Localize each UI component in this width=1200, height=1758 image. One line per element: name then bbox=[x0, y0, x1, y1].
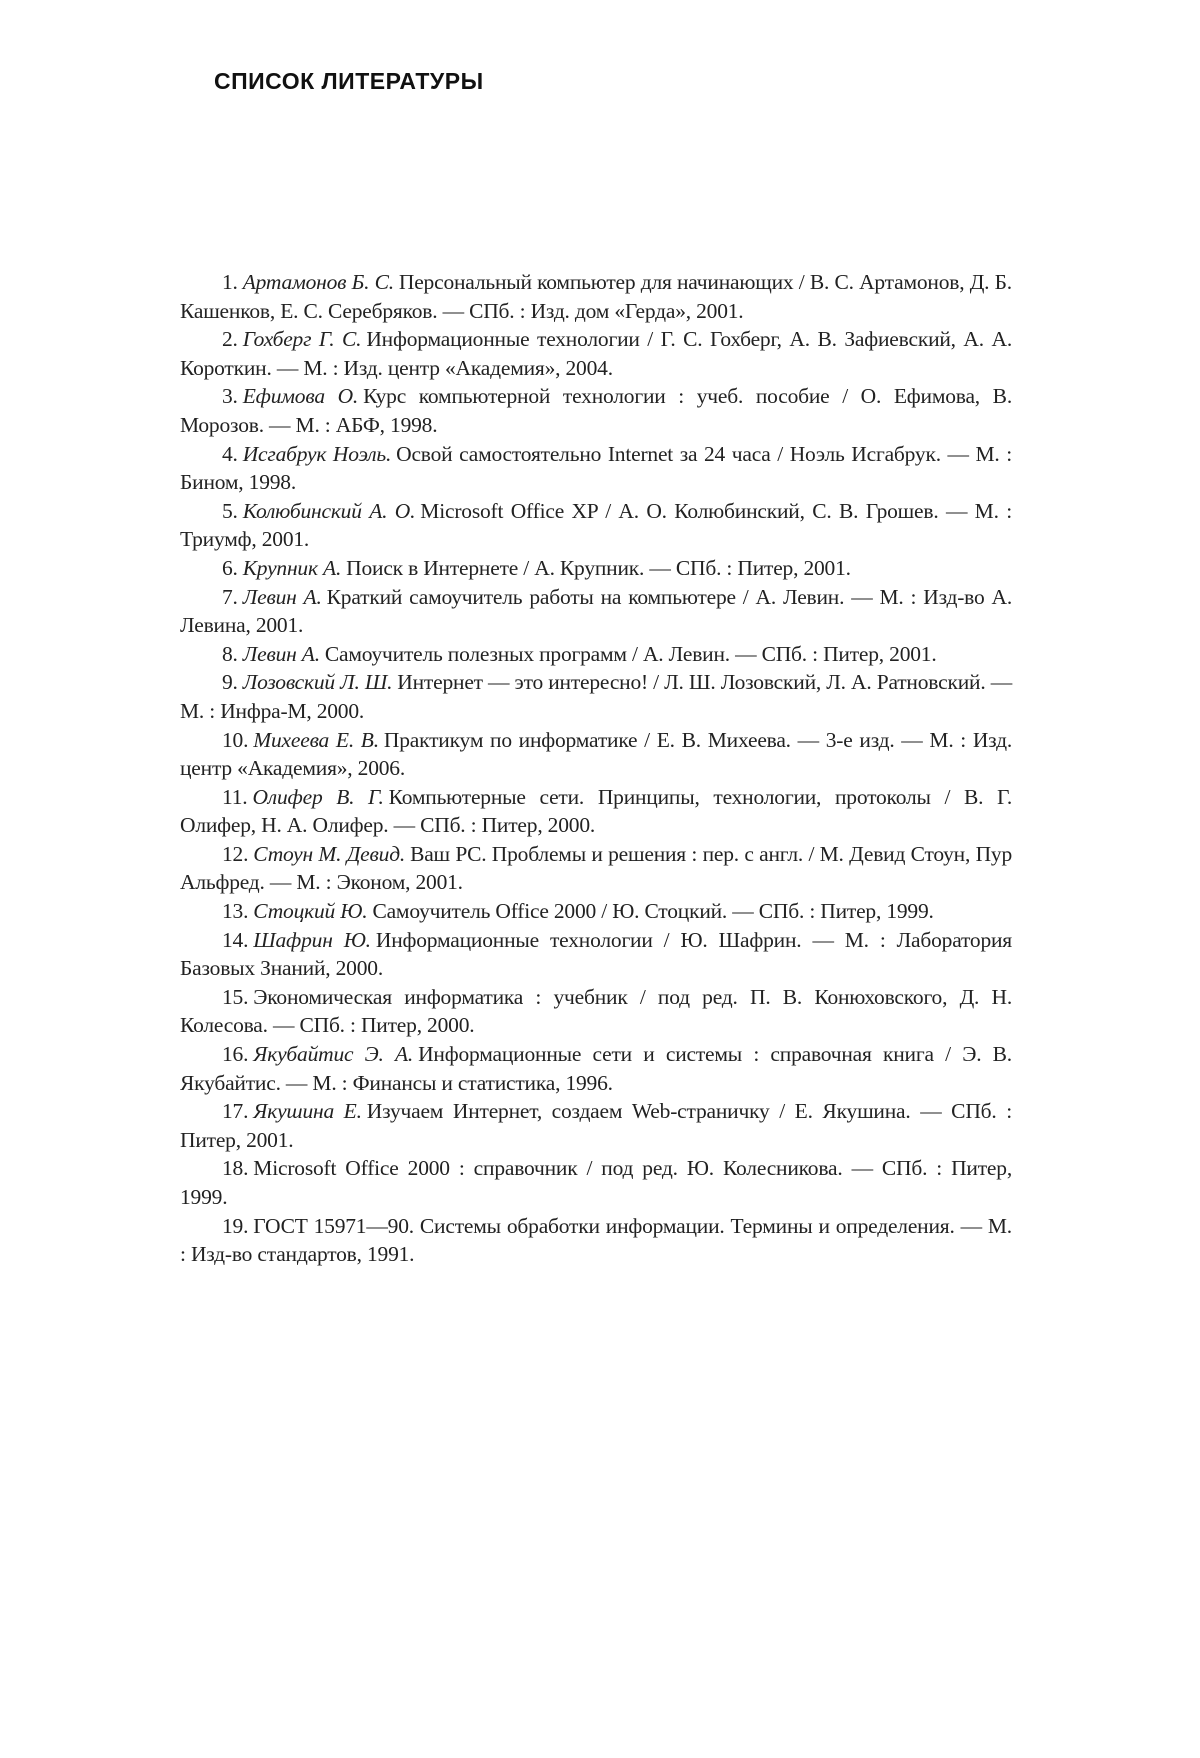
reference-item bbox=[180, 325, 1012, 382]
reference-text: Microsoft Office XP / А. О. Колюбинский, С. В. Грошев. — М. : Триумф, 2001. bbox=[180, 498, 1012, 552]
reference-item bbox=[180, 783, 1012, 840]
reference-number: 4. bbox=[222, 441, 238, 466]
reference-text: Освой самостоятельно Internet за 24 часа / Ноэль Исгабрук. — М. : Бином, 1998. bbox=[180, 441, 1012, 495]
reference-author: Стоун М. Девид. bbox=[253, 841, 406, 866]
reference-item bbox=[180, 983, 1012, 1040]
reference-number: 10. bbox=[222, 727, 249, 752]
reference-author: Ефимова О. bbox=[242, 384, 359, 409]
reference-author: Гохберг Г. С. bbox=[242, 327, 362, 352]
reference-text: Изучаем Интернет, создаем Web-страничку / Е. Якушина. — СПб. : Питер, 2001. bbox=[180, 1099, 1012, 1152]
reference-item bbox=[180, 1154, 1012, 1211]
reference-item bbox=[180, 1097, 1012, 1154]
reference-item bbox=[180, 1212, 1012, 1269]
reference-author: Стоцкий Ю. bbox=[253, 899, 368, 924]
reference-text: Ваш PC. Проблемы и решения : пер. с англ. / М. Девид Стоун, Пур Альфред. — М. : Эконом, 2001. bbox=[180, 841, 1013, 895]
reference-text: Краткий самоучитель работы на компьютере / А. Левин. — М. : Изд-во А. Левина, 2001. bbox=[180, 584, 1012, 638]
reference-author: Левин А. bbox=[242, 641, 320, 666]
reference-number: 17. bbox=[222, 1099, 249, 1124]
reference-item bbox=[180, 840, 1012, 897]
reference-text: Экономическая информатика : учебник / под ред. П. В. Конюховского, Д. Н. Колесова. — СПб. : Питер, 2000. bbox=[180, 984, 1012, 1038]
reference-number: 9. bbox=[222, 670, 238, 695]
reference-author: Левин А. bbox=[242, 584, 322, 609]
reference-text: Практикум по информатике / Е. В. Михеева. — 3-е изд. — М. : Изд. центр «Академия», 2006. bbox=[180, 727, 1013, 781]
reference-author: Лозовский Л. Ш. bbox=[242, 670, 393, 695]
reference-text: Курс компьютерной технологии : учеб. пособие / О. Ефимова, В. Морозов. — М. : АБФ, 1998. bbox=[180, 384, 1012, 437]
reference-number: 7. bbox=[222, 584, 238, 609]
reference-item bbox=[180, 640, 1012, 669]
reference-number: 14. bbox=[222, 927, 249, 952]
reference-text: Персональный компьютер для начинающих / В. С. Артамонов, Д. Б. Кашенков, Е. С. Серебряков. — СПб. : Изд. дом «Герда», 2001. bbox=[180, 270, 1012, 323]
reference-number: 15. bbox=[222, 984, 249, 1009]
reference-author: Артамонов Б. С. bbox=[242, 270, 394, 294]
reference-text: Компьютерные сети. Принципы, технологии, протоколы / В. Г. Олифер, Н. А. Олифер. — СПб. : Питер, 2000. bbox=[180, 784, 1012, 838]
reference-number: 12. bbox=[222, 841, 249, 866]
reference-item bbox=[180, 726, 1012, 783]
reference-item bbox=[180, 554, 1012, 583]
reference-item bbox=[180, 897, 1012, 926]
reference-number: 1. bbox=[222, 270, 238, 294]
reference-text: Самоучитель полезных программ / А. Левин. — СПб. : Питер, 2001. bbox=[324, 641, 937, 666]
reference-author: Шафрин Ю. bbox=[253, 927, 371, 952]
reference-item bbox=[180, 668, 1012, 725]
reference-author: Олифер В. Г. bbox=[252, 784, 384, 809]
reference-author: Михеева Е. В. bbox=[253, 727, 379, 752]
reference-item bbox=[180, 440, 1012, 497]
reference-text: Информационные сети и системы : справочная книга / Э. В. Якубайтис. — М. : Финансы и статистика, 1996. bbox=[180, 1042, 1012, 1095]
reference-text: Информационные технологии / Г. С. Гохберг, А. В. Зафиевский, А. А. Короткин. — М. : Изд. центр «Академия», 2004. bbox=[180, 327, 1012, 380]
reference-number: 5. bbox=[222, 498, 238, 523]
reference-item bbox=[180, 497, 1012, 554]
reference-number: 6. bbox=[222, 555, 238, 580]
reference-number: 13. bbox=[222, 899, 249, 924]
reference-author: Якушина Е. bbox=[253, 1099, 362, 1124]
reference-item bbox=[180, 926, 1012, 983]
reference-text: Интернет — это интересно! / Л. Ш. Лозовский, Л. А. Ратновский. — М. : Инфра-М, 2000. bbox=[180, 670, 1012, 723]
reference-number: 16. bbox=[222, 1042, 249, 1067]
reference-text: Microsoft Office 2000 : справочник / под ред. Ю. Колесникова. — СПб. : Питер, 1999. bbox=[180, 1156, 1012, 1209]
reference-number: 3. bbox=[222, 384, 238, 409]
reference-author: Исгабрук Ноэль. bbox=[242, 441, 392, 466]
reference-number: 18. bbox=[222, 1156, 249, 1181]
reference-author: Якубайтис Э. А. bbox=[253, 1042, 414, 1067]
reference-text: ГОСТ 15971—90. Системы обработки информации. Термины и определения. — М. : Изд-во стандартов, 1991. bbox=[180, 1213, 1012, 1267]
reference-number: 2. bbox=[222, 327, 238, 352]
reference-text: Поиск в Интернете / А. Крупник. — СПб. : Питер, 2001. bbox=[346, 555, 851, 580]
reference-number: 8. bbox=[222, 641, 238, 666]
reference-item bbox=[180, 268, 1012, 325]
reference-number: 11. bbox=[222, 784, 248, 809]
reference-item bbox=[180, 583, 1012, 640]
reference-number: 19. bbox=[222, 1213, 249, 1238]
reference-text: Информационные технологии / Ю. Шафрин. — М. : Лаборатория Базовых Знаний, 2000. bbox=[180, 927, 1012, 981]
reference-author: Крупник А. bbox=[242, 555, 342, 580]
reference-text: Самоучитель Office 2000 / Ю. Стоцкий. — СПб. : Питер, 1999. bbox=[372, 899, 934, 924]
reference-item bbox=[180, 1040, 1012, 1097]
page-title: СПИСОК ЛИТЕРАТУРЫ bbox=[214, 68, 484, 94]
reference-author: Колюбинский А. О. bbox=[242, 498, 416, 523]
reference-item bbox=[180, 382, 1012, 439]
reference-list bbox=[180, 268, 1012, 1269]
